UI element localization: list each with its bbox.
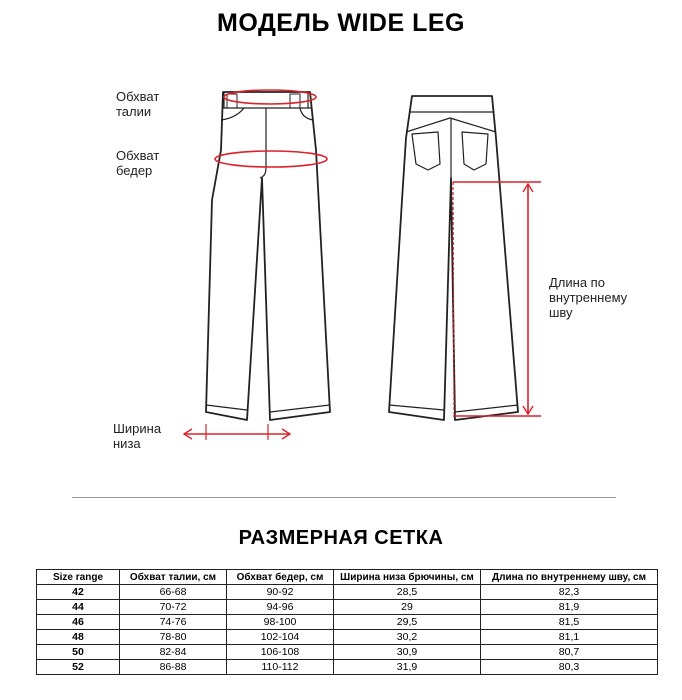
table-cell: 106-108 [227, 645, 334, 660]
table-cell: 28,5 [334, 585, 481, 600]
size-cell: 50 [37, 645, 120, 660]
table-cell: 74-76 [120, 615, 227, 630]
size-cell: 52 [37, 660, 120, 675]
size-cell: 48 [37, 630, 120, 645]
table-cell: 66-68 [120, 585, 227, 600]
table-cell: 80,7 [481, 645, 658, 660]
divider [72, 497, 616, 498]
table-cell: 81,5 [481, 615, 658, 630]
table-row [37, 615, 658, 630]
table-cell: 86-88 [120, 660, 227, 675]
table-cell: 98-100 [227, 615, 334, 630]
front-jeans-illustration [206, 92, 330, 420]
table-cell: 78-80 [120, 630, 227, 645]
table-cell: 81,9 [481, 600, 658, 615]
table-cell: 30,2 [334, 630, 481, 645]
page-title: МОДЕЛЬ WIDE LEG [217, 9, 465, 37]
table-title: РАЗМЕРНАЯ СЕТКА [238, 527, 444, 549]
inseam-label: Длина по внутреннему шву [549, 275, 628, 320]
table-cell: 102-104 [227, 630, 334, 645]
table-cell: 110-112 [227, 660, 334, 675]
hips-measure-marker [215, 151, 327, 167]
waist-label: Обхват талии [116, 89, 160, 119]
inseam-measure-marker [453, 182, 541, 416]
size-table [36, 569, 658, 675]
hem-measure-marker [184, 424, 290, 440]
col-header: Обхват талии, см [120, 570, 227, 585]
size-cell: 44 [37, 600, 120, 615]
table-cell: 70-72 [120, 600, 227, 615]
col-header: Ширина низа брючины, см [334, 570, 481, 585]
table-cell: 82,3 [481, 585, 658, 600]
table-cell: 90-92 [227, 585, 334, 600]
table-cell: 30,9 [334, 645, 481, 660]
size-cell: 46 [37, 615, 120, 630]
size-cell: 42 [37, 585, 120, 600]
hem-label: Ширина низа [113, 421, 162, 451]
table-cell: 81,1 [481, 630, 658, 645]
table-row [37, 660, 658, 675]
col-header: Обхват бедер, см [227, 570, 334, 585]
table-header-row [37, 570, 658, 585]
table-row [37, 585, 658, 600]
table-cell: 94-96 [227, 600, 334, 615]
table-cell: 80,3 [481, 660, 658, 675]
table-cell: 82-84 [120, 645, 227, 660]
table-cell: 29,5 [334, 615, 481, 630]
table-row [37, 630, 658, 645]
hips-label: Обхват бедер [116, 148, 160, 178]
col-header: Длина по внутреннему шву, см [481, 570, 658, 585]
col-header: Size range [37, 570, 120, 585]
table-row [37, 645, 658, 660]
table-cell: 31,9 [334, 660, 481, 675]
table-row [37, 600, 658, 615]
table-cell: 29 [334, 600, 481, 615]
